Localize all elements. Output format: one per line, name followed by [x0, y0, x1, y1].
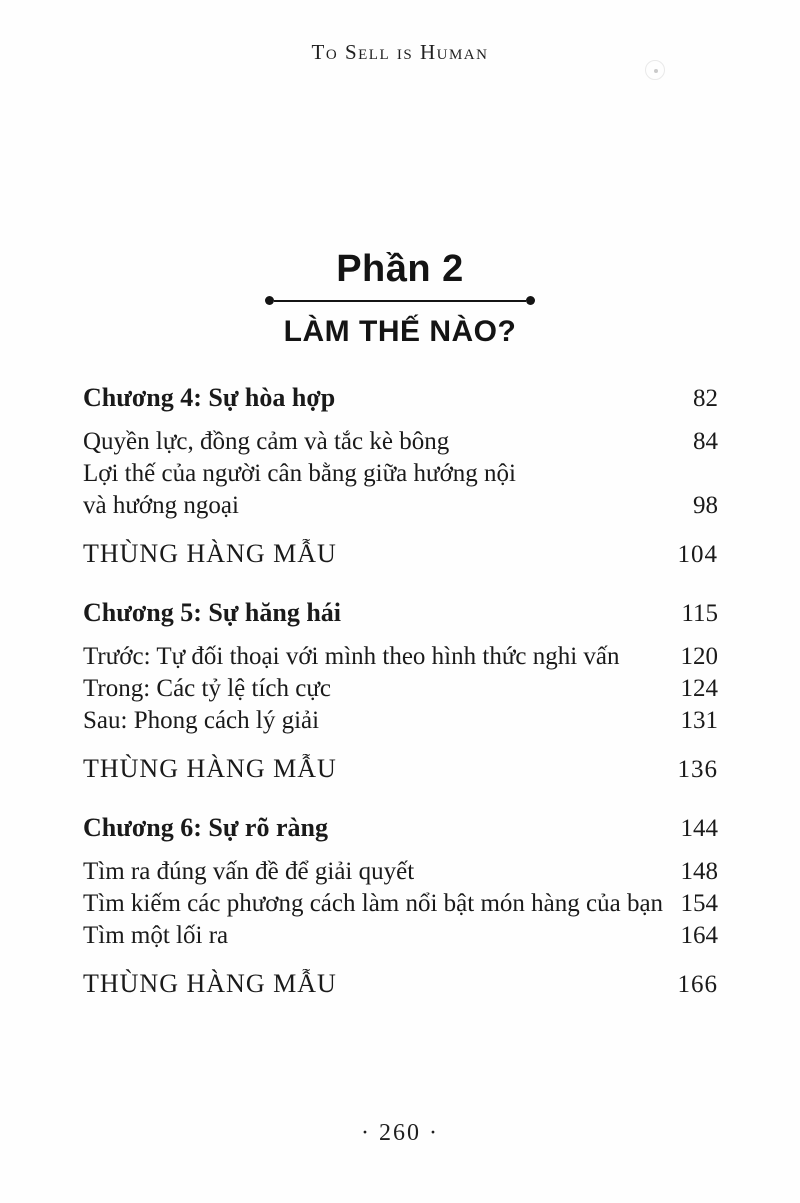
toc-chapter-title: Chương 4: Sự hòa hợp [83, 383, 336, 412]
toc-sample-row [83, 754, 718, 784]
toc-chapter-title: Chương 5: Sự hăng hái [83, 598, 342, 627]
part-divider [265, 296, 535, 305]
toc-entry-title: và hướng ngoại [83, 492, 239, 519]
toc-page-number: 98 [693, 492, 718, 519]
toc-page-number: 120 [680, 643, 718, 670]
toc-page-number: 84 [693, 428, 718, 455]
divider-rule [274, 300, 526, 302]
toc-entry-title: Trước: Tự đối thoại với mình theo hình thức nghi vấn [83, 643, 620, 670]
toc-page-number: 124 [680, 675, 718, 702]
toc-entry-title: Trong: Các tỷ lệ tích cực [83, 675, 331, 702]
toc-sample-title: THÙNG HÀNG MẪU [83, 539, 337, 568]
part-number: Phần 2 [336, 248, 464, 290]
toc-entry-title: Lợi thế của người cân bằng giữa hướng nội [83, 460, 516, 487]
toc-entry-title: Sau: Phong cách lý giải [83, 707, 320, 734]
toc-entry-row [83, 490, 718, 522]
toc-page-number: 115 [681, 600, 718, 627]
table-of-contents [83, 383, 718, 999]
toc-sample-row [83, 969, 718, 999]
toc-sample-row [83, 539, 718, 569]
toc-chapter-title: Chương 6: Sự rõ ràng [83, 813, 328, 842]
part-heading [0, 248, 800, 349]
toc-entry-title: Tìm một lối ra [83, 922, 229, 949]
toc-entry-title: Quyền lực, đồng cảm và tắc kè bông [83, 428, 450, 455]
toc-page-number: 136 [677, 756, 718, 783]
toc-page-number: 82 [693, 385, 718, 412]
toc-page-number: 148 [680, 858, 718, 885]
toc-page-number: 164 [680, 922, 718, 949]
toc-page-number: 131 [680, 707, 718, 734]
toc-entry-row [83, 856, 718, 888]
toc-sample-title: THÙNG HÀNG MẪU [83, 754, 337, 783]
toc-page-number: 154 [680, 890, 718, 917]
toc-entry-title: Tìm ra đúng vấn đề để giải quyết [83, 858, 415, 885]
toc-entry-row [83, 426, 718, 458]
toc-sample-title: THÙNG HÀNG MẪU [83, 969, 337, 998]
toc-entry-row [83, 705, 718, 737]
toc-entry-row [83, 458, 718, 490]
toc-entry-row [83, 920, 718, 952]
toc-entry-row [83, 641, 718, 673]
footer-page-number: · 260 · [361, 1120, 439, 1146]
toc-page-number: 144 [680, 815, 718, 842]
toc-chapter-row [83, 383, 718, 413]
divider-dot-right [526, 296, 535, 305]
toc-chapter-row [83, 598, 718, 628]
toc-chapter-row [83, 813, 718, 843]
toc-entry-row [83, 673, 718, 705]
toc-entry-title: Tìm kiếm các phương cách làm nổi bật món hàng của bạn [83, 890, 664, 917]
divider-dot-left [265, 296, 274, 305]
toc-page-number: 166 [677, 971, 718, 998]
running-header: To Sell is Human [311, 40, 489, 64]
part-title: LÀM THẾ NÀO? [283, 315, 517, 348]
toc-entry-row [83, 888, 718, 920]
toc-page-number: 104 [677, 541, 718, 568]
